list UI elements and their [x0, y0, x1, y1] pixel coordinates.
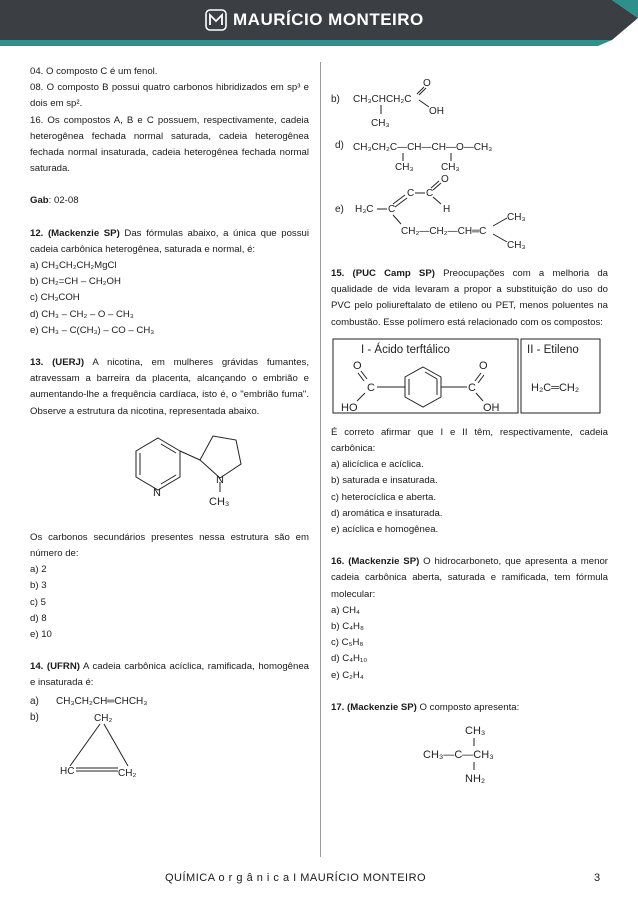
q14-a-label: a) — [30, 695, 39, 707]
struct-e-methyl-1: CH₃ — [507, 212, 526, 223]
question-15 — [331, 266, 608, 331]
struct-e-o: O — [441, 174, 449, 185]
q16-option-b: b) C₄H₈ — [331, 621, 364, 633]
q12-option-d: d) CH₃ – CH₂ – O – CH₃ — [30, 308, 134, 320]
struct-b-o: O — [423, 78, 431, 89]
brand-name: MAURÍCIO MONTEIRO — [233, 10, 424, 29]
q14-b-left: HC — [60, 765, 75, 777]
box1-oh: OH — [483, 401, 500, 414]
statement-04: 04. O composto C é um fenol. — [30, 66, 158, 77]
q12-source: 12. (Mackenzie SP) — [30, 227, 120, 239]
struct-b-oh: OH — [429, 106, 444, 117]
struct-e-c1: C — [388, 204, 396, 215]
struct-e-h: H — [443, 204, 451, 215]
q15-source: 15. (PUC Camp SP) — [331, 268, 435, 279]
q16-text: O hidrocarboneto, que apresenta a menor cadeia carbônica aberta, saturada e ramificada, tem fórmula molecular: — [331, 556, 608, 600]
q17-structure — [331, 716, 608, 792]
q15-option-c: c) heterocíclica e aberta. — [331, 491, 437, 503]
q13-option-c: c) 5 — [30, 596, 46, 608]
struct-e-label: e) — [335, 204, 344, 215]
q14-b-right: CH₂ — [118, 767, 137, 779]
page-footer — [0, 870, 638, 890]
q14-b-label: b) — [30, 711, 39, 723]
q14-b-top: CH₂ — [94, 712, 113, 724]
footer-title: QUÍMICA o r g â n i c a I MAURÍCIO MONTEIRO — [165, 872, 427, 884]
struct-e-c2: C — [407, 188, 415, 199]
q15-option-a: a) alicíclica e acíclica. — [331, 459, 424, 471]
question-13 — [30, 355, 309, 420]
page-number: 3 — [594, 872, 601, 884]
q13-source: 13. (UERJ) — [30, 357, 85, 369]
q12-option-e: e) CH₃ – C(CH₃) – CO – CH₃ — [30, 324, 155, 336]
struct-b-main: CH₃CHCH₂C — [353, 94, 412, 105]
q15-option-d: d) aromática e insaturada. — [331, 507, 443, 519]
nicotine-structure — [30, 420, 309, 530]
q17-top-methyl: CH₃ — [465, 725, 486, 738]
q12-option-a: a) CH₃CH₂CH₂MgCl — [30, 260, 117, 272]
left-column — [30, 64, 309, 782]
option-structures-b-d-e — [331, 64, 608, 256]
struct-b-label: b) — [331, 94, 340, 105]
statement-16: 16. Os compostos A, B e C possuem, respectivamente, cadeia heterogênea fechada normal saturada, cadeia heterogênea fechada normal insaturada, cadeia heterogênea fechada normal saturada. — [30, 114, 309, 175]
q13-option-d: d) 8 — [30, 612, 47, 624]
box1-o1: O — [353, 359, 362, 372]
struct-b-methyl: CH₃ — [371, 118, 390, 129]
column-divider — [320, 62, 321, 857]
box1-c2: C — [468, 381, 476, 394]
box2-title: II - Etileno — [527, 343, 579, 356]
q17-source: 17. (Mackenzie SP) — [331, 701, 417, 713]
q14-structures — [30, 692, 309, 782]
q13-option-b: b) 3 — [30, 580, 47, 592]
box1-c1: C — [367, 381, 375, 394]
box2-formula: H₂C═CH₂ — [531, 381, 580, 394]
struct-e-methyl-2: CH₃ — [507, 240, 526, 251]
q17-amine: NH₂ — [465, 773, 486, 786]
q14-text: A cadeia carbônica acíclica, ramificada, homogênea e insaturada é: — [30, 661, 309, 689]
box1-title: I - Ácido terftálico — [361, 343, 450, 356]
m-logo-icon — [205, 9, 227, 31]
q14-source: 14. (UFRN) — [30, 661, 80, 673]
struct-e-chain: CH₂—CH₂—CH═C — [401, 226, 487, 237]
q16-option-d: d) C₄H₁₀ — [331, 653, 368, 665]
struct-d-label: d) — [335, 140, 344, 151]
statement-08: 08. O composto B possui quatro carbonos hibridizados em sp³ e dois em sp². — [30, 82, 309, 110]
q13-text: A nicotina, em mulheres grávidas fumantes, atravessam a barreira da placenta, alcançando o embrião e aumentando-lhe a frequência cardíaca, isto é, o "embrião fuma". Observe a estrutura da nicotina, representada abaixo. — [30, 357, 309, 417]
question-16 — [331, 554, 608, 603]
question-17 — [331, 700, 608, 716]
struct-e-c3: C — [426, 188, 434, 199]
q16-option-c: c) C₅H₈ — [331, 637, 364, 649]
gab-value: : 02-08 — [48, 195, 79, 207]
question-12 — [30, 226, 309, 258]
answer-key — [30, 193, 309, 209]
q16-option-e: e) C₂H₄ — [331, 669, 364, 681]
q16-source: 16. (Mackenzie SP) — [331, 556, 420, 568]
q16-option-a: a) CH₄ — [331, 604, 360, 616]
nicotine-pyrrolidine-n: N — [216, 473, 224, 486]
box1-o2: O — [479, 359, 488, 372]
struct-d-main: CH₃CH₂C—CH—CH—O—CH₃ — [353, 142, 493, 153]
nicotine-pyridine-n: N — [153, 486, 161, 499]
q13-option-e: e) 10 — [30, 629, 52, 641]
q15-option-b: b) saturada e insaturada. — [331, 475, 438, 487]
q12-option-c: c) CH₃COH — [30, 292, 80, 304]
question-14 — [30, 659, 309, 691]
struct-e-h3c: H₃C — [355, 204, 374, 215]
q17-main: CH₃—C—CH₃ — [423, 749, 494, 762]
q14-a-formula: CH₃CH₂CH═CHCH₃ — [56, 695, 148, 707]
q13-option-a: a) 2 — [30, 564, 47, 576]
q15-compound-boxes — [331, 331, 608, 417]
q17-text: O composto apresenta: — [416, 701, 520, 713]
box1-ho: HO — [341, 401, 358, 414]
q15-text: Preocupações com a melhoria da qualidade de vida levaram a propor a substituição do uso do PVC pelo poliureftalato de etileno ou PET, menos poluentes na combustão. Esse polímero está relacionado com os compostos: — [331, 268, 608, 328]
q15-option-e: e) acíclica e homogênea. — [331, 524, 439, 536]
struct-d-methyl-2: CH₃ — [441, 162, 460, 173]
q15-question: É correto afirmar que I e II têm, respectivamente, cadeia carbônica: — [331, 426, 608, 455]
q12-text: Das fórmulas abaixo, a única que possui cadeia carbônica heterogênea, saturada e normal, é: — [30, 227, 309, 255]
struct-d-methyl-1: CH₃ — [395, 162, 414, 173]
right-column — [331, 64, 608, 792]
nicotine-methyl: CH₃ — [209, 495, 230, 508]
q13-question: Os carbonos secundários presentes nessa estrutura são em número de: — [30, 531, 309, 560]
gab-label: Gab — [30, 195, 49, 207]
q12-option-b: b) CH₂=CH – CH₂OH — [30, 276, 121, 288]
